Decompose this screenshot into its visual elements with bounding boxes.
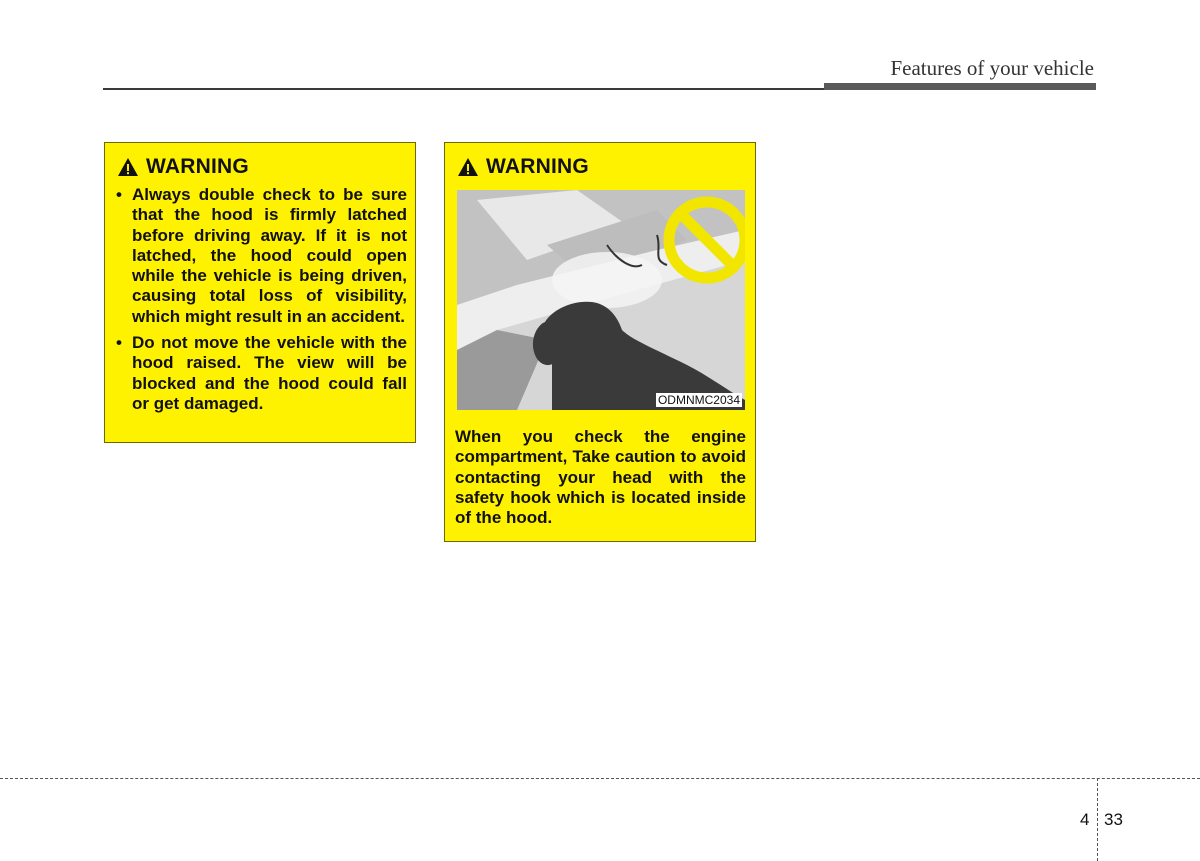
- page-number: 33: [1104, 810, 1123, 829]
- footer-vertical-divider: [1097, 778, 1098, 861]
- warning-box-hood-latch: [104, 142, 416, 443]
- bullet-dot-icon: •: [116, 185, 122, 204]
- bullet-text: Do not move the vehicle with the hood raised. The view will be blocked and the hood could fall or get damaged.: [132, 333, 407, 413]
- warning-box-safety-hook: [444, 142, 756, 542]
- hood-safety-hook-illustration: [457, 190, 745, 410]
- bullet-dot-icon: •: [116, 333, 122, 353]
- warning-heading: [457, 155, 589, 179]
- head-under-hood-illustration: [457, 190, 745, 410]
- page-header-title: Features of your vehicle: [890, 56, 1094, 80]
- warning-heading-text: WARNING: [146, 155, 249, 178]
- figure-code-label: ODMNMC2034: [657, 393, 740, 407]
- header-rule-thin: [103, 88, 825, 90]
- header-rule-thick: [824, 83, 1096, 90]
- chapter-number: 4: [1080, 810, 1090, 829]
- warning-triangle-icon: [457, 157, 479, 177]
- warning-triangle-icon: [117, 157, 139, 177]
- list-item: [115, 333, 407, 414]
- warning-heading-text: WARNING: [486, 155, 589, 178]
- footer-divider: [0, 778, 1200, 779]
- list-item: [115, 185, 407, 327]
- warning-heading: [117, 155, 249, 179]
- warning-bullet-list: [115, 185, 407, 420]
- bullet-text: Always double check to be sure that the hood is firmly latched before driving away. If it is not latched, the hood could open while the vehicle is being driven, causing total loss of visibility, which might result in an accident.: [132, 185, 407, 326]
- warning-body-text: When you check the engine compartment, Take caution to avoid contacting your head with the safety hook which is located inside of the hood.: [455, 427, 746, 528]
